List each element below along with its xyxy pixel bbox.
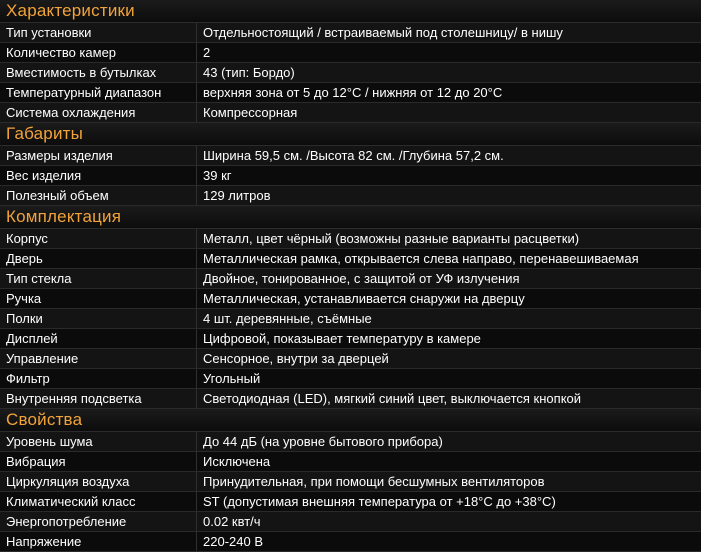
spec-label: Вибрация xyxy=(6,454,66,469)
spec-label: Управление xyxy=(6,351,79,366)
section-title-dimensions: Габариты xyxy=(0,123,701,146)
spec-row xyxy=(0,369,701,389)
spec-value: Отдельностоящий / встраиваемый под столешницу/ в нишу xyxy=(203,25,563,40)
spec-value: Двойное, тонированное, с защитой от УФ излучения xyxy=(203,271,520,286)
spec-label: Дверь xyxy=(6,251,43,266)
spec-label: Полки xyxy=(6,311,43,326)
spec-value: 129 литров xyxy=(203,188,271,203)
spec-value: Металлическая, устанавливается снаружи на дверцу xyxy=(203,291,525,306)
section-title-characteristics: Характеристики xyxy=(0,0,701,23)
spec-value: верхняя зона от 5 до 12°С / нижняя от 12 до 20°С xyxy=(203,85,503,100)
spec-row xyxy=(0,249,701,269)
spec-row xyxy=(0,166,701,186)
spec-row xyxy=(0,186,701,206)
spec-value: Принудительная, при помощи бесшумных вентиляторов xyxy=(203,474,545,489)
spec-row xyxy=(0,349,701,369)
spec-row xyxy=(0,432,701,452)
spec-label: Внутренняя подсветка xyxy=(6,391,142,406)
spec-value: 39 кг xyxy=(203,168,232,183)
spec-row xyxy=(0,146,701,166)
spec-value: Угольный xyxy=(203,371,261,386)
spec-value: ST (допустимая внешняя температура от +18°С до +38°С) xyxy=(203,494,556,509)
spec-label: Ручка xyxy=(6,291,42,306)
spec-label: Количество камер xyxy=(6,45,117,60)
spec-row xyxy=(0,472,701,492)
spec-label: Энергопотребление xyxy=(6,514,127,529)
spec-value: Цифровой, показывает температуру в камере xyxy=(203,331,481,346)
spec-value: До 44 дБ (на уровне бытового прибора) xyxy=(203,434,443,449)
spec-value: Ширина 59,5 см. /Высота 82 см. /Глубина 57,2 см. xyxy=(203,148,504,163)
spec-value: 0.02 квт/ч xyxy=(203,514,261,529)
section-title-properties: Свойства xyxy=(0,409,701,432)
spec-value: Металлическая рамка, открывается слева направо, перенавешиваемая xyxy=(203,251,639,266)
spec-row xyxy=(0,23,701,43)
spec-label: Тип установки xyxy=(6,25,92,40)
spec-row xyxy=(0,389,701,409)
spec-value: Компрессорная xyxy=(203,105,298,120)
spec-value: Светодиодная (LED), мягкий синий цвет, выключается кнопкой xyxy=(203,391,582,406)
spec-value: 4 шт. деревянные, съёмные xyxy=(203,311,372,326)
spec-label: Фильтр xyxy=(6,371,50,386)
spec-label: Напряжение xyxy=(6,534,82,549)
spec-value: 220-240 В xyxy=(203,534,263,549)
spec-value: Исключена xyxy=(203,454,271,469)
spec-label: Климатический класс xyxy=(6,494,136,509)
spec-label: Циркуляция воздуха xyxy=(6,474,130,489)
spec-row xyxy=(0,63,701,83)
spec-label: Система охлаждения xyxy=(6,105,136,120)
spec-row xyxy=(0,492,701,512)
spec-row xyxy=(0,532,701,552)
spec-label: Дисплей xyxy=(6,331,58,346)
spec-label: Размеры изделия xyxy=(6,148,113,163)
spec-value: Сенсорное, внутри за дверцей xyxy=(203,351,389,366)
spec-label: Уровень шума xyxy=(6,434,93,449)
spec-row xyxy=(0,103,701,123)
spec-value: 2 xyxy=(203,45,211,60)
spec-row xyxy=(0,512,701,532)
spec-row xyxy=(0,452,701,472)
spec-value: 43 (тип: Бордо) xyxy=(203,65,295,80)
spec-label: Корпус xyxy=(6,231,48,246)
spec-row xyxy=(0,329,701,349)
spec-label: Температурный диапазон xyxy=(6,85,162,100)
spec-row xyxy=(0,289,701,309)
spec-value: Металл, цвет чёрный (возможны разные варианты расцветки) xyxy=(203,231,580,246)
spec-label: Полезный объем xyxy=(6,188,109,203)
section-title-equipment: Комплектация xyxy=(0,206,701,229)
spec-row xyxy=(0,309,701,329)
spec-row xyxy=(0,83,701,103)
spec-label: Вес изделия xyxy=(6,168,82,183)
spec-row xyxy=(0,269,701,289)
spec-row xyxy=(0,43,701,63)
spec-row xyxy=(0,229,701,249)
spec-label: Тип стекла xyxy=(6,271,72,286)
spec-label: Вместимость в бутылках xyxy=(6,65,157,80)
